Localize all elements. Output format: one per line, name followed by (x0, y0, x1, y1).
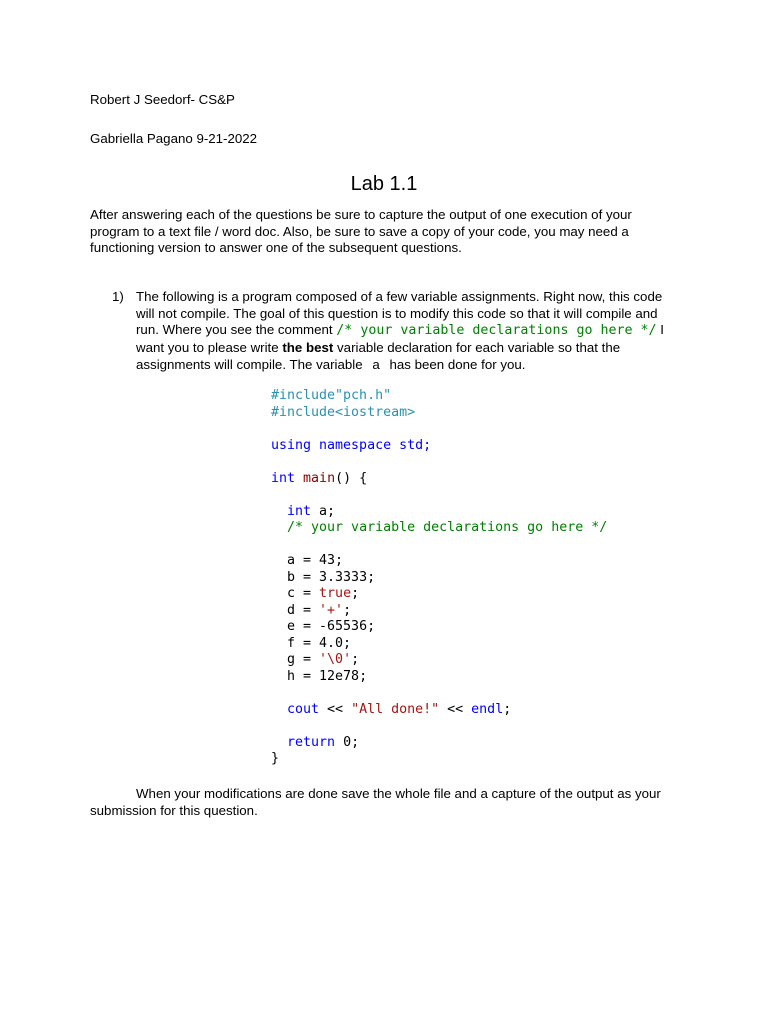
student-line: Gabriella Pagano 9-21-2022 (90, 131, 258, 146)
code-main-rest: () { (335, 470, 368, 486)
inline-comment: /* your variable declarations go here */ (336, 323, 657, 339)
bold-phrase: the best (282, 340, 334, 356)
code-line-e: e = -65536; (287, 619, 376, 634)
code-cout-op2: << (439, 701, 472, 717)
code-line-c-pre: c = (287, 586, 320, 601)
code-using: using namespace std; (271, 437, 432, 453)
code-return-rest: 0; (335, 734, 360, 750)
author-line: Robert J Seedorf- CS&P (90, 92, 235, 107)
question-text-part2: I want you to please write (136, 322, 664, 356)
code-line-f: f = 4.0; (287, 635, 352, 651)
footer-paragraph: When your modifications are done save the whole file and a capture of the output as your submission for this question. (90, 786, 661, 818)
code-main-type: int (271, 470, 296, 486)
code-line-d-pre: d = (287, 602, 320, 618)
code-comment: /* your variable declarations go here */ (287, 520, 608, 535)
code-decl-rest: a; (311, 503, 336, 519)
code-line-g-val: '\0' (319, 652, 352, 667)
question-number: 1) (112, 289, 124, 304)
code-return: return (287, 734, 336, 750)
code-cout-op1: << (319, 701, 352, 717)
code-line-d-val: '+' (319, 602, 344, 618)
question-text-part1: The following is a program composed of a few variable assignments. Right now, this code will not compile. The goal of this question is to modify this code so that it will compile and run. Where you see the comment (136, 289, 663, 338)
code-include-2: #include<iostream> (271, 404, 416, 420)
intro-paragraph: After answering each of the questions be sure to capture the output of one execution of your program to a text file / word doc. Also, be sure to save a copy of your code, you may need a functioning version to answer one of the subsequent questions. (90, 207, 632, 256)
code-semi: ; (351, 586, 360, 601)
code-endl: endl (471, 701, 504, 717)
code-semi: ; (351, 652, 360, 667)
question-text-part3: variable declaration for each variable so that the assignments will compile. The variable (136, 340, 621, 372)
code-line-h: h = 12e78; (287, 668, 368, 684)
code-line-a: a = 43; (287, 553, 344, 568)
variable-name: a (372, 356, 380, 372)
code-decl-type: int (287, 503, 312, 519)
code-cout: cout (287, 701, 320, 717)
question-text (136, 289, 676, 374)
code-line-g-pre: g = (287, 652, 320, 667)
code-main-fn: main (303, 470, 336, 486)
code-line-c-val: true (319, 586, 352, 601)
code-semi: ; (503, 701, 512, 717)
code-block (271, 388, 607, 768)
code-semi: ; (343, 602, 352, 618)
code-close-brace: } (271, 751, 280, 766)
code-line-b: b = 3.3333; (287, 569, 376, 585)
question-text-part4: has been done for you. (385, 356, 526, 372)
code-cout-string: "All done!" (351, 701, 440, 717)
page-title: Lab 1.1 (350, 173, 418, 195)
code-include-1: #include"pch.h" (271, 388, 392, 403)
